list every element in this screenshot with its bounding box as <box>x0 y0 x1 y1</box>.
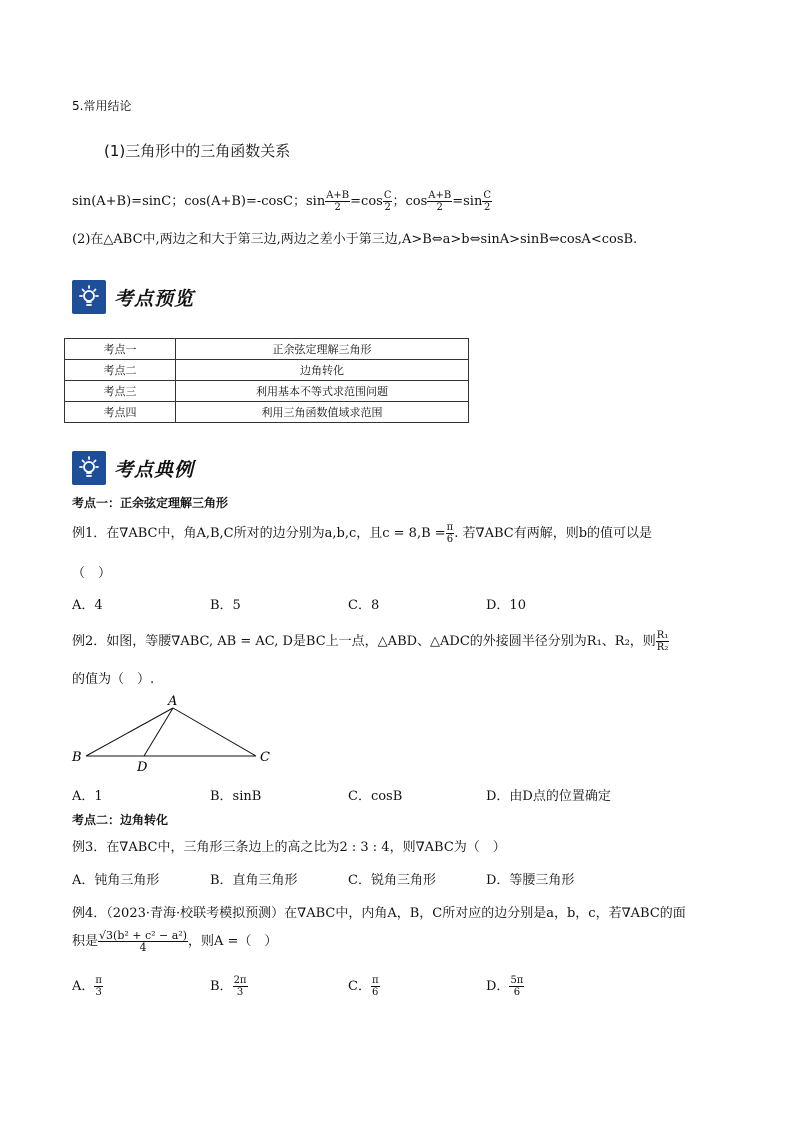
option-d[interactable]: D．由D点的位置确定 <box>486 789 611 804</box>
option-a[interactable]: A． $\frac{\pi}{3}$ <box>72 975 102 998</box>
section-heading: 5.常用结论 <box>72 99 132 113</box>
option-a[interactable]: A．钝角三角形 <box>72 873 160 888</box>
example-4: 例4．（2023·青海·校联考模拟预测）在∇ABC中，内角A，B，C所对应的边分别是a，b，c，若∇ABC的面 <box>72 906 686 921</box>
kp2-heading: 考点二：边角转化 <box>72 813 169 827</box>
edge-ab <box>86 708 173 756</box>
label-d: D <box>137 760 148 775</box>
edge-ad <box>144 708 173 756</box>
banner-title: 考点预览 <box>114 287 195 310</box>
preview-table <box>64 338 469 423</box>
formula-line: sin(A+B)=sinC；cos(A+B)=-cosC；sin $\frac{A+B}{2}$ =cos $\frac{C}{2}$ ；cos $\frac{A+B}{2}$ =sin $\frac{C}{2}$ <box>72 190 491 213</box>
example-2-tail: 的值为（ ）. <box>72 672 155 687</box>
option-c[interactable]: C．8 <box>348 598 380 613</box>
option-a[interactable]: A．4 <box>72 598 103 613</box>
option-b[interactable]: B．5 <box>210 598 241 613</box>
label-a: A <box>168 694 178 709</box>
fraction: $\frac{C}{2}$ <box>483 190 491 213</box>
option-b[interactable]: B．直角三角形 <box>210 873 298 888</box>
table-row: 考点四 利用三角函数值域求范围 <box>65 402 469 423</box>
triangle-inequality-note: (2)在△ABC中,两边之和大于第三边,两边之差小于第三边,A>B⇔a>b⇔sinA>sinB⇔cosA<cosB. <box>72 232 638 247</box>
banner-preview <box>72 279 194 315</box>
fraction: $\frac{A+B}{2}$ <box>428 190 452 213</box>
option-c[interactable]: C． $\frac{\pi}{6}$ <box>348 975 379 998</box>
example-2: 例2．如图，等腰∇ABC, AB = AC, D是BC上一点，△ABD、△ADC的外接圆半径分别为R₁、R₂，则 $\frac{\text{R₁}}{\text{R₂}}$ <box>72 630 669 653</box>
option-b[interactable]: B．sinB <box>210 789 262 804</box>
option-c[interactable]: C．cosB <box>348 789 403 804</box>
option-b[interactable]: B． $\frac{2\pi}{3}$ <box>210 975 247 998</box>
label-c: C <box>260 750 270 765</box>
kp1-heading: 考点一：正余弦定理解三角形 <box>72 496 229 510</box>
option-d[interactable]: D．等腰三角形 <box>486 873 575 888</box>
fraction: $\frac{A+B}{2}$ <box>326 190 350 213</box>
option-c[interactable]: C．锐角三角形 <box>348 873 436 888</box>
fraction: $\frac{C}{2}$ <box>383 190 392 213</box>
fraction: $\frac{5\pi}{6}$ <box>510 975 524 998</box>
answer-paren: （ ） <box>72 566 112 581</box>
lightbulb-icon <box>72 280 106 314</box>
fraction: $\frac{\pi}{6}$ <box>446 522 454 545</box>
edge-ac <box>173 708 256 756</box>
option-a[interactable]: A．1 <box>72 789 103 804</box>
banner-examples <box>72 450 194 486</box>
fraction: $\frac{\text{R₁}}{\text{R₂}}$ <box>656 630 669 653</box>
example-1: 例1．在∇ABC中，角A,B,C所对的边分别为a,b,c，且c = 8,B = $\frac{\pi}{6}$ . 若∇ABC有两解，则b的值可以是 <box>72 522 653 545</box>
option-d[interactable]: D．10 <box>486 598 526 613</box>
banner-title: 考点典例 <box>114 458 195 481</box>
triangle-figure <box>70 690 290 775</box>
fraction: $\frac{\pi}{3}$ <box>95 975 102 998</box>
example-4-area: 积是 $\frac{\text{√3(b² + c² − a²)}}{4}$ ，则A =（ ） <box>72 929 278 954</box>
table-row: 考点二 边角转化 <box>65 360 469 381</box>
label-b: B <box>72 750 82 765</box>
table-row: 考点一 正余弦定理解三角形 <box>65 339 469 360</box>
fraction: $\frac{2\pi}{3}$ <box>233 975 247 998</box>
fraction: $\frac{\pi}{6}$ <box>371 975 379 998</box>
table-row: 考点三 利用基本不等式求范围问题 <box>65 381 469 402</box>
subheading-trig-relations: (1)三角形中的三角函数关系 <box>104 142 291 160</box>
option-d[interactable]: D． $\frac{5\pi}{6}$ <box>486 975 524 998</box>
example-3: 例3．在∇ABC中，三角形三条边上的高之比为2 : 3 : 4，则∇ABC为（ ） <box>72 840 506 855</box>
lightbulb-icon <box>72 451 106 485</box>
area-fraction: $\frac{\text{√3(b² + c² − a²)}}{4}$ <box>99 929 188 954</box>
